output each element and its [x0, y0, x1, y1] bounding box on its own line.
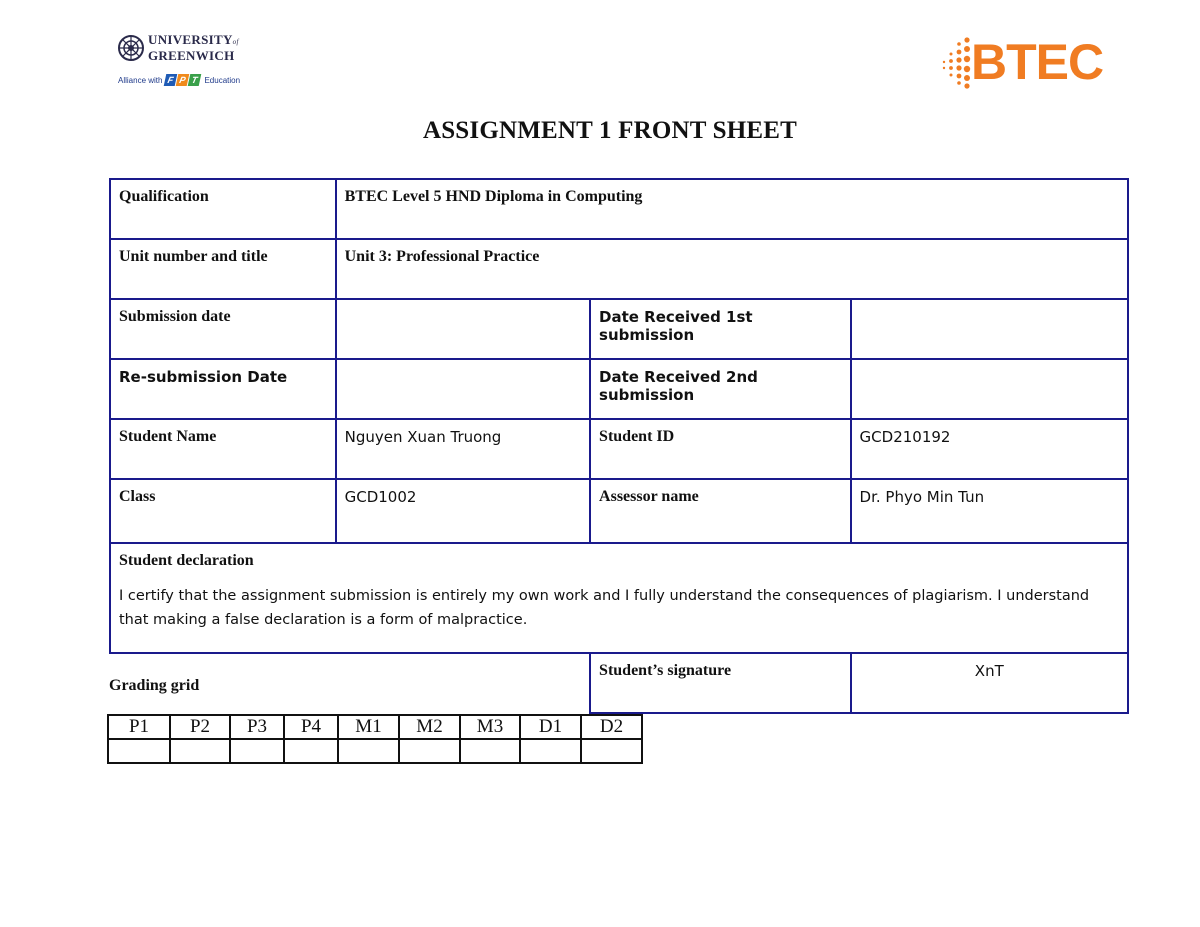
btec-dots-icon: [937, 35, 973, 89]
qualification-row: [110, 179, 1128, 239]
fpt-letter-t: T: [188, 74, 202, 86]
university-of: of: [232, 38, 239, 46]
class-row: [110, 479, 1128, 543]
unit-row: [110, 239, 1128, 299]
signature-label: Student’s signature: [590, 653, 851, 713]
grade-cell-m1: [338, 739, 399, 763]
grade-cell-d2: [581, 739, 642, 763]
grade-cell-m3: [460, 739, 520, 763]
resubmission-label: Re-submission Date: [110, 359, 336, 419]
qualification-value: BTEC Level 5 HND Diploma in Computing: [336, 179, 1128, 239]
received2-label: Date Received 2nd submission: [590, 359, 851, 419]
received2-value: [851, 359, 1128, 419]
grading-grid-label: Grading grid: [109, 677, 200, 694]
student-id-value: GCD210192: [851, 419, 1128, 479]
class-value: GCD1002: [336, 479, 590, 543]
grading-grid: [107, 714, 643, 764]
student-name-value: Nguyen Xuan Truong: [336, 419, 590, 479]
alliance-prefix: Alliance with: [118, 75, 163, 85]
assessor-label: Assessor name: [590, 479, 851, 543]
university-crest-icon: [118, 35, 144, 61]
submission-label: Submission date: [110, 299, 336, 359]
grade-cell-m2: [399, 739, 460, 763]
declaration-row: [110, 543, 1128, 653]
student-id-label: Student ID: [590, 419, 851, 479]
grade-header-m1: M1: [338, 715, 399, 739]
front-sheet-table: [109, 178, 1129, 714]
grading-value-row: [108, 739, 642, 763]
grade-header-p3: P3: [230, 715, 284, 739]
fpt-alliance: [118, 74, 258, 86]
student-name-label: Student Name: [110, 419, 336, 479]
grade-header-m2: M2: [399, 715, 460, 739]
university-name-line2: GREENWICH: [148, 48, 235, 63]
grade-cell-d1: [520, 739, 581, 763]
grade-cell-p4: [284, 739, 338, 763]
declaration-label: Student declaration: [119, 552, 254, 569]
grade-header-p4: P4: [284, 715, 338, 739]
qualification-label: Qualification: [110, 179, 336, 239]
submission-value: [336, 299, 590, 359]
grade-cell-p2: [170, 739, 230, 763]
unit-value: Unit 3: Professional Practice: [336, 239, 1128, 299]
signature-row: [110, 653, 1128, 713]
grade-cell-p1: [108, 739, 170, 763]
grade-header-d1: D1: [520, 715, 581, 739]
page-title: ASSIGNMENT 1 FRONT SHEET: [422, 117, 798, 144]
student-row: [110, 419, 1128, 479]
grade-cell-p3: [230, 739, 284, 763]
fpt-letter-p: P: [176, 74, 190, 86]
grade-header-d2: D2: [581, 715, 642, 739]
grade-header-p1: P1: [108, 715, 170, 739]
resubmission-row: [110, 359, 1128, 419]
declaration-text: I certify that the assignment submission is entirely my own work and I fully understand the consequences of plagiarism. I understand that making a false declaration is a form of malpractice.: [119, 588, 1090, 628]
grade-header-p2: P2: [170, 715, 230, 739]
university-logo: [118, 33, 258, 95]
fpt-logo: [165, 74, 201, 86]
grade-header-m3: M3: [460, 715, 520, 739]
btec-logo: [937, 33, 1122, 91]
alliance-suffix: Education: [204, 75, 241, 85]
received1-label: Date Received 1st submission: [590, 299, 851, 359]
resubmission-value: [336, 359, 590, 419]
signature-value: XnT: [851, 653, 1128, 713]
declaration-cell: [110, 543, 1128, 653]
university-name-line1: UNIVERSITY: [148, 32, 233, 47]
submission-row: [110, 299, 1128, 359]
btec-wordmark: BTEC: [971, 34, 1104, 90]
grading-header-row: [108, 715, 642, 739]
unit-label: Unit number and title: [110, 239, 336, 299]
assessor-value: Dr. Phyo Min Tun: [851, 479, 1128, 543]
fpt-letter-f: F: [164, 74, 178, 86]
class-label: Class: [110, 479, 336, 543]
received1-value: [851, 299, 1128, 359]
